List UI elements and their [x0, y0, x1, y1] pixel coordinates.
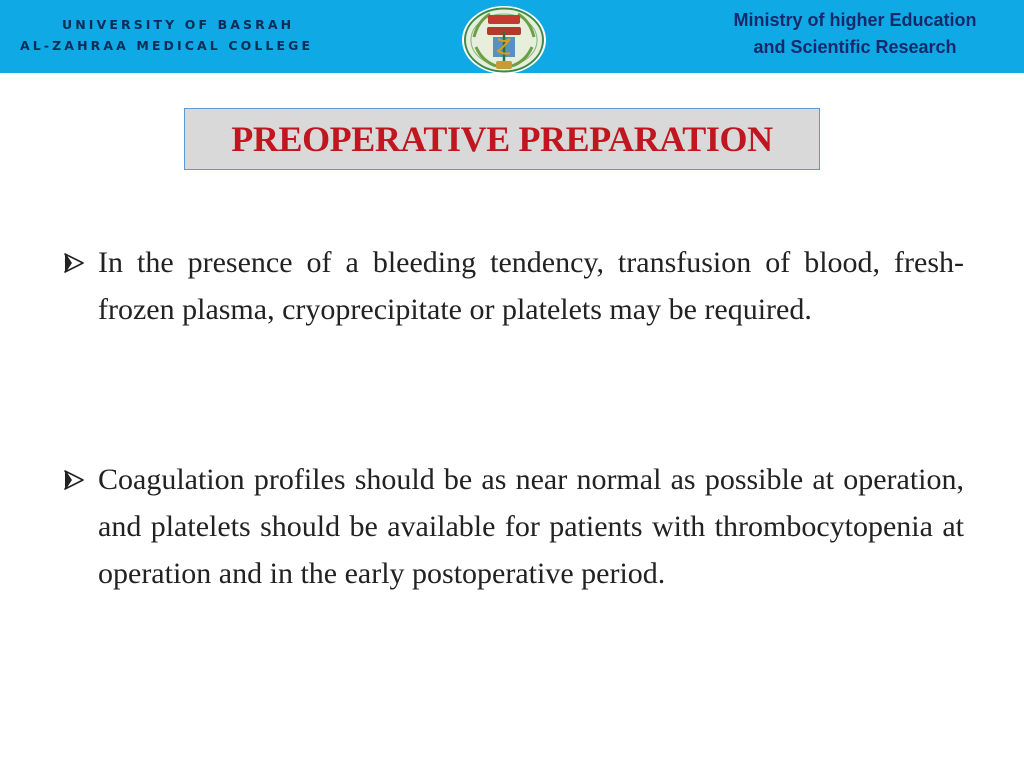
- bullet-text-1: In the presence of a bleeding tendency, transfusion of blood, fresh-frozen plasma, cryoprecipitate or platelets may be required.: [98, 246, 964, 326]
- ministry-name: [700, 7, 1010, 61]
- bullet-text-2: Coagulation profiles should be as near normal as possible at operation, and platelets should be available for patients with thrombocytopenia at operation and in the early postoperative period.: [98, 463, 964, 590]
- college-emblem-icon: [460, 3, 548, 75]
- title-box: [184, 108, 820, 170]
- arrow-bullet-icon: [63, 252, 85, 274]
- slide-title: PREOPERATIVE PREPARATION: [231, 119, 773, 159]
- ministry-line-1: Ministry of higher Education: [733, 10, 977, 30]
- header-bar: [0, 0, 1024, 73]
- university-line-2: AL-ZAHRAA MEDICAL COLLEGE: [20, 38, 314, 53]
- arrow-bullet-icon: [63, 469, 85, 491]
- university-name: [20, 14, 313, 56]
- ministry-line-2: and Scientific Research: [753, 37, 957, 57]
- university-line-1: UNIVERSITY OF BASRAH: [62, 17, 295, 32]
